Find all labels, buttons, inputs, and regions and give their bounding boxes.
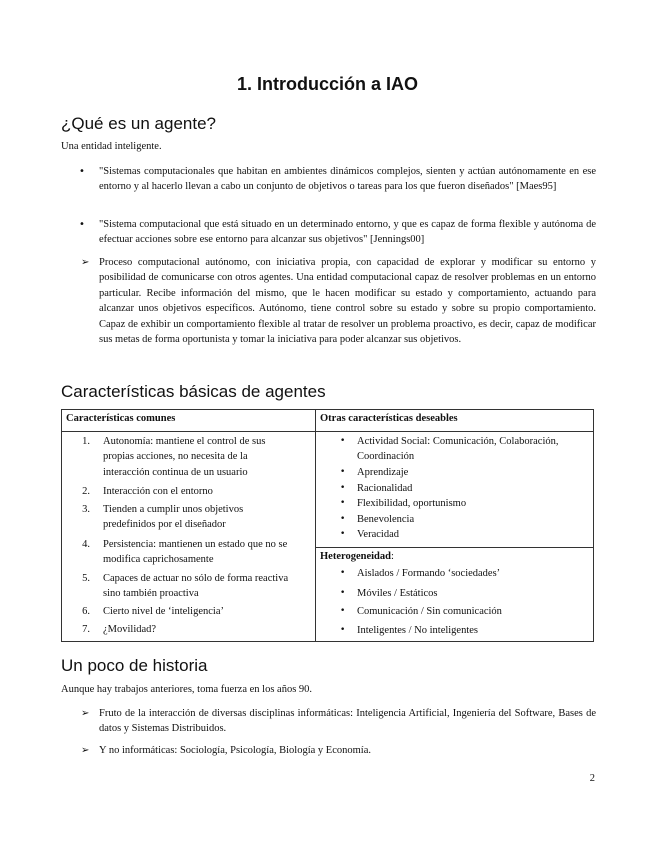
arrow-bullet-icon: ➢: [81, 745, 90, 756]
bullet-icon: •: [340, 483, 346, 493]
section3-intro: Aunque hay trabajos anteriores, toma fuerza en los años 90.: [61, 684, 313, 695]
heterogeneity-item: Comunicación / Sin comunicación: [357, 606, 502, 617]
bullet-icon: •: [340, 568, 346, 578]
bullet-icon: •: [340, 514, 346, 524]
table-divider: [62, 431, 593, 432]
quote-maes: "Sistemas computacionales que habitan en ambientes dinámicos complejos, sienten y actúan autónomamente en ese entorno y al hacerlo llevan a cabo un conjunto de objetivos o tareas para los que fueron diseñados" [Maes95]: [99, 166, 596, 193]
table-header-desirable: Otras características deseables: [320, 413, 458, 424]
bullet-icon: •: [79, 219, 85, 230]
desirable-item-line: Coordinación: [357, 451, 415, 463]
heterogeneity-item: Aislados / Formando ‘sociedades’: [357, 568, 501, 579]
bullet-icon: •: [340, 529, 346, 539]
bullet-icon: •: [340, 588, 346, 598]
heterogeneity-label: Heterogeneidad: [320, 551, 391, 562]
desirable-item-line: Racionalidad: [357, 483, 413, 494]
bullet-icon: •: [340, 498, 346, 508]
common-item-line: Capaces de actuar no sólo de forma reactiva: [103, 573, 289, 584]
characteristics-table: [61, 409, 594, 642]
heterogeneity-heading: [320, 549, 394, 564]
common-item-line: predefinidos por el diseñador: [103, 519, 226, 531]
history-item: Y no informáticas: Sociología, Psicología, Biología y Economía.: [99, 745, 371, 756]
heterogeneity-colon: :: [390, 551, 394, 562]
heterogeneity-item: Inteligentes / No inteligentes: [357, 625, 479, 636]
desirable-item-line: Benevolencia: [357, 514, 415, 525]
page-title: 1. Introducción a IAO: [236, 74, 419, 94]
history-item: Fruto de la interacción de diversas disciplinas informáticas: Inteligencia Artificial, Ingeniería del Software, Bases de datos y Sistemas Distribuidos.: [99, 708, 596, 735]
bullet-icon: •: [340, 625, 346, 635]
list-number: 2.: [82, 486, 90, 497]
desirable-item-line: Veracidad: [357, 529, 399, 540]
bullet-icon: •: [340, 467, 346, 477]
desirable-item-line: Actividad Social: Comunicación, Colaboración,: [357, 436, 559, 447]
section-heading-caracteristicas: Características básicas de agentes: [61, 382, 326, 401]
list-number: 6.: [82, 606, 90, 617]
heterogeneity-item: Móviles / Estáticos: [357, 588, 438, 599]
arrow-bullet-icon: ➢: [81, 257, 90, 268]
common-item-line: sino también proactiva: [103, 588, 199, 600]
agent-definition: Proceso computacional autónomo, con iniciativa propia, con capacidad de explorar y modificar su entorno y posibilidad de comunicarse con otros agentes. Una entidad computacional capaz de resolver problemas en un entorno particular. Recibe información del mismo, que le hacen modificar su estado y comportamiento, actuando para alcanzar unos objetivos específicos. Autónomo, tiene control sobre su estado y sobre su propio comportamiento. Capaz de exhibir un comportamiento flexible al tratar de resolver un problema proactivo, es decir, capaz de modificar sus metas de forma oportunista y tomar la iniciativa para poder alcanzar sus objetivos.: [99, 257, 596, 346]
list-number: 1.: [82, 436, 90, 447]
common-item-line: Cierto nivel de ‘inteligencia’: [103, 606, 224, 617]
common-item-line: ¿Movilidad?: [103, 624, 157, 635]
common-item-line: Autonomía: mantiene el control de sus: [103, 436, 266, 447]
page-number: 2: [589, 773, 595, 784]
list-number: 7.: [82, 624, 90, 635]
common-item-line: modifica caprichosamente: [103, 554, 214, 566]
bullet-icon: •: [79, 166, 85, 177]
list-number: 3.: [82, 504, 90, 515]
arrow-bullet-icon: ➢: [81, 708, 90, 719]
desirable-item-line: Flexibilidad, oportunismo: [357, 498, 467, 509]
bullet-icon: •: [340, 606, 346, 616]
list-number: 4.: [82, 539, 90, 550]
common-item-line: propias acciones, no necesita de la: [103, 451, 248, 463]
table-divider: [315, 410, 316, 641]
list-number: 5.: [82, 573, 90, 584]
section-heading-historia: Un poco de historia: [61, 656, 208, 675]
common-item-line: interacción continua de un usuario: [103, 466, 248, 478]
section1-intro: Una entidad inteligente.: [61, 141, 162, 152]
common-item-line: Interacción con el entorno: [103, 486, 213, 497]
common-item-line: Tienden a cumplir unos objetivos: [103, 504, 244, 515]
table-header-common: Características comunes: [66, 413, 176, 424]
common-item-line: Persistencia: mantienen un estado que no se: [103, 539, 288, 550]
desirable-item-line: Aprendizaje: [357, 467, 409, 478]
quote-jennings: "Sistema computacional que está situado en un determinado entorno, y que es capaz de forma flexible y autónoma de efectuar acciones sobre ese entorno para alcanzar sus objetivos" [Jennings00]: [99, 219, 596, 246]
bullet-icon: •: [340, 436, 346, 446]
table-divider: [316, 547, 593, 548]
section-heading-que-es-agente: ¿Qué es un agente?: [61, 114, 217, 133]
